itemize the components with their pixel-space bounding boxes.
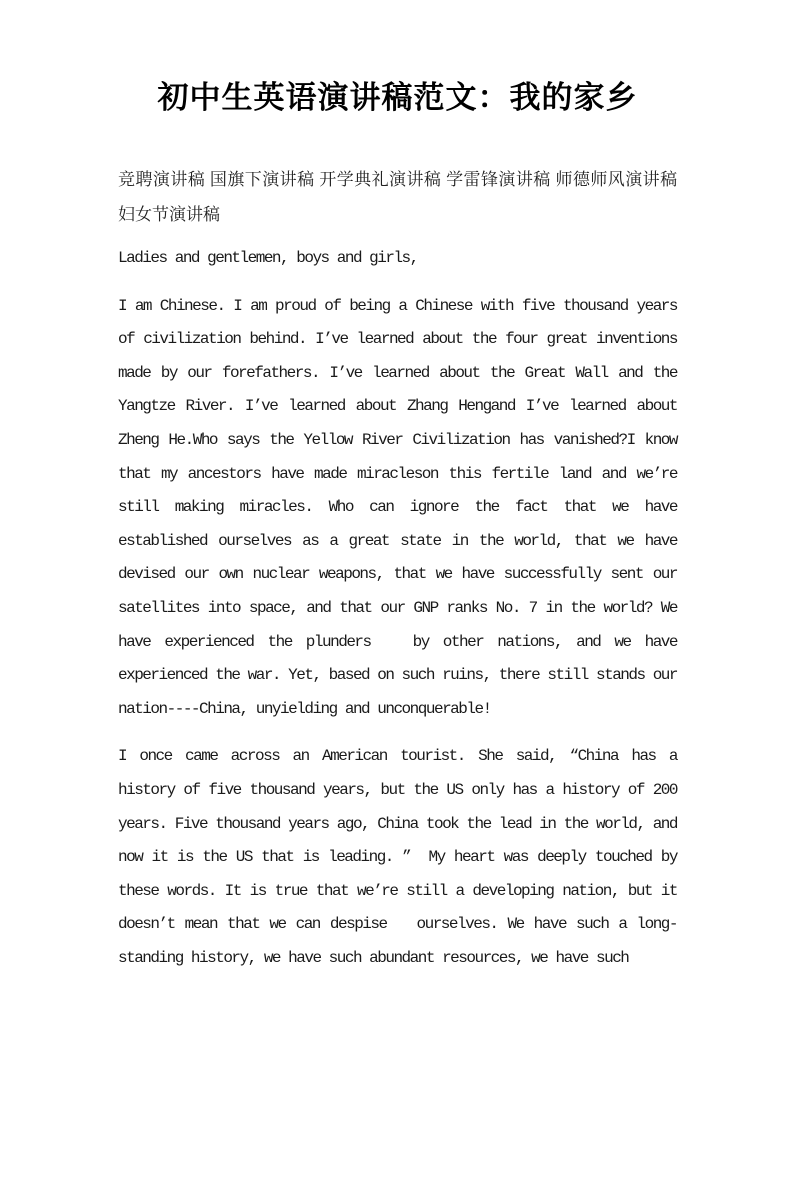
paragraph-chinese-pride: I am Chinese. I am proud of being a Chinese with five thousand years of civilization behind. I’ve learned about the four great inventions made by our forefathers. I’ve learned about the Great Wall and the Yangtze River. I’ve learned about Zhang Hengand I’ve learned about Zheng He.Who says the Yellow River Civilization has vanished?I know that my ancestors have made miracleson this fertile land and we’re still making miracles. Who can ignore the fact that we have established ourselves as a great state in the world, that we have devised our own nuclear weapons, that we have successfully sent our satellites into space, and that our GNP ranks No. 7 in the world? We have experienced the plunders by other nations, and we have experienced the war. Yet, based on such ruins, there still stands our nation----China, unyielding and unconquerable!: [118, 296, 686, 718]
tag-link-kaixuedianli[interactable]: 开学典礼演讲稿: [319, 170, 442, 189]
tag-link-guoqixia[interactable]: 国旗下演讲稿: [209, 170, 315, 189]
document-page: [0, 76, 793, 1198]
tag-link-funvjie[interactable]: 妇女节演讲稿: [118, 205, 220, 224]
paragraph-greeting: Ladies and gentlemen, boys and girls,: [118, 249, 418, 267]
page-title: 初中生英语演讲稿范文：我的家乡: [157, 80, 638, 115]
tag-link-shideshifeng[interactable]: 师德师风演讲稿: [555, 170, 678, 189]
tag-list: [118, 162, 677, 232]
tag-link-jingpin[interactable]: 竞聘演讲稿: [118, 170, 206, 189]
paragraph-american-tourist: I once came across an American tourist. She said, “China has a history of five thousand years, but the US only has a history of 200 years. Five thousand years ago, China took the lead in the world, and now it is the US that is leading. ” My heart was deeply touched by these words. It is true that we’re still a developing nation, but it doesn’t mean that we can despise ourselves. We have such a long-standing history, we have such abundant resources, we have such: [118, 747, 686, 967]
tag-link-xueleifeng[interactable]: 学雷锋演讲稿: [446, 170, 551, 189]
